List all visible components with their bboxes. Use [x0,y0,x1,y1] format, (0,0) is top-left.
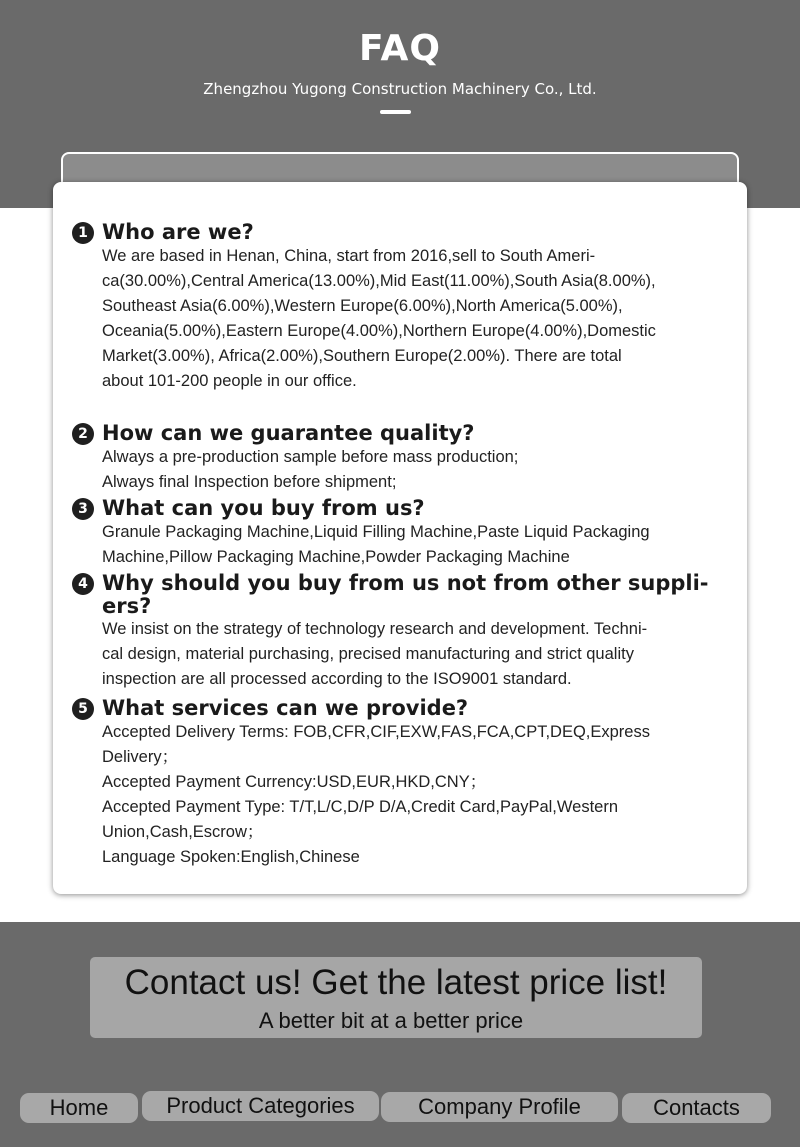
faq-answer [102,445,722,495]
number-5-icon: 5 [72,698,94,720]
faq-question-continued: ers? [102,594,152,618]
faq-question: Who are we? [102,220,254,244]
faq-question: Why should you buy from us not from other suppli- [102,571,709,595]
faq-item-5 [72,697,722,870]
contact-banner[interactable] [90,957,702,1038]
answer-line: Always final Inspection before shipment; [102,473,397,491]
faq-answer [102,520,722,570]
title-underline [380,110,411,114]
answer-line: We are based in Henan, China, start from 2016,sell to South Ameri- [102,247,596,265]
nav-contacts-button[interactable]: Contacts [622,1093,771,1123]
answer-line: Accepted Payment Type: T/T,L/C,D/P D/A,Credit Card,PayPal,Western [102,798,619,816]
nav-product-categories-button[interactable]: Product Categories [142,1091,379,1121]
contact-headline: Contact us! Get the latest price list! [124,963,668,1002]
page-title: FAQ [359,28,441,69]
answer-line: Delivery； [102,748,179,766]
answer-line: cal design, material purchasing, precised manufacturing and strict quality [102,645,634,663]
number-4-icon: 4 [72,573,94,595]
answer-line: ca(30.00%),Central America(13.00%),Mid East(11.00%),South Asia(8.00%), [102,272,656,290]
answer-line: Machine,Pillow Packaging Machine,Powder Packaging Machine [102,548,570,566]
answer-line: Accepted Delivery Terms: FOB,CFR,CIF,EXW,FAS,FCA,CPT,DEQ,Express [102,723,650,741]
answer-line: We insist on the strategy of technology research and development. Techni- [102,620,648,638]
answer-line: about 101-200 people in our office. [102,372,357,390]
faq-answer [102,595,722,692]
faq-question: What services can we provide? [102,696,469,720]
answer-line: inspection are all processed according to the ISO9001 standard. [102,670,572,688]
number-2-icon: 2 [72,423,94,445]
faq-item-3 [72,497,722,570]
answer-line: Language Spoken:English,Chinese [102,848,360,866]
number-3-icon: 3 [72,498,94,520]
answer-line: Oceania(5.00%),Eastern Europe(4.00%),Northern Europe(4.00%),Domestic [102,322,656,340]
number-1-icon: 1 [72,222,94,244]
company-name: Zhengzhou Yugong Construction Machinery Co., Ltd. [203,80,597,98]
answer-line: Market(3.00%), Africa(2.00%),Southern Europe(2.00%). There are total [102,347,622,365]
answer-line: Union,Cash,Escrow； [102,823,264,841]
faq-question: How can we guarantee quality? [102,421,475,445]
contact-subline: A better bit at a better price [258,1008,524,1033]
faq-question: What can you buy from us? [102,496,425,520]
answer-line: Accepted Payment Currency:USD,EUR,HKD,CNY； [102,773,487,791]
faq-answer [102,244,722,394]
faq-item-1 [72,221,722,394]
answer-line: Southeast Asia(6.00%),Western Europe(6.00%),North America(5.00%), [102,297,623,315]
faq-item-4 [72,572,722,692]
nav-company-profile-button[interactable]: Company Profile [381,1092,618,1122]
answer-line: Always a pre-production sample before mass production; [102,448,519,466]
faq-item-2 [72,422,722,495]
faq-answer [102,720,722,870]
nav-home-button[interactable]: Home [20,1093,138,1123]
answer-line: Granule Packaging Machine,Liquid Filling Machine,Paste Liquid Packaging [102,523,650,541]
